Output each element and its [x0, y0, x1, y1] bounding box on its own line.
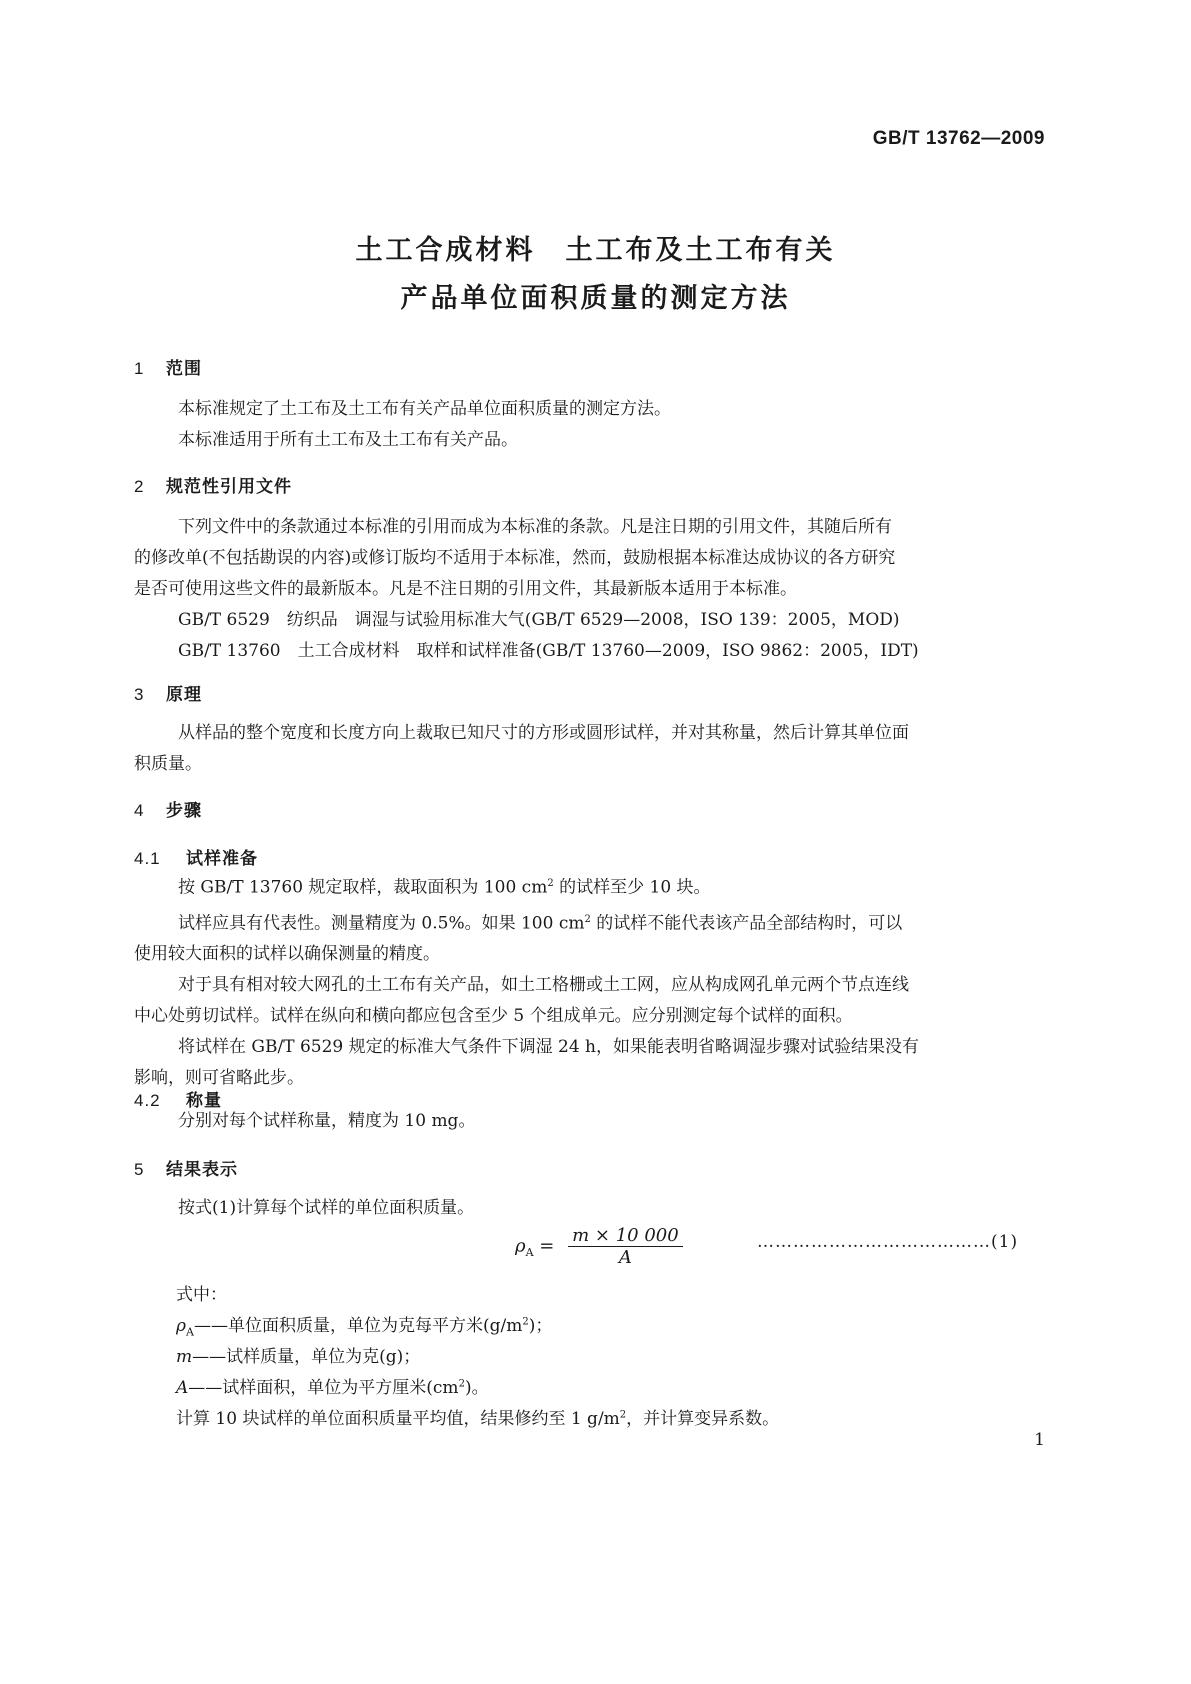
- definition-m: m——试样质量，单位为克(g)；: [176, 1347, 421, 1367]
- reference-gb-t-6529: GB/T 6529 纺织品 调湿与试验用标准大气(GB/T 6529—2008，ISO 139：2005，MOD): [178, 610, 900, 630]
- section-title: 结果表示: [166, 1160, 238, 1180]
- definition-a: A——试样面积，单位为平方厘米$(cm^2)$。: [176, 1378, 489, 1398]
- text-line: 对于具有相对较大网孔的土工布有关产品，如土工格栅或土工网，应从构成网孔单元两个节点连线: [178, 975, 909, 996]
- document-title: [0, 227, 1191, 323]
- section-number: 5: [134, 1160, 145, 1179]
- section-title: 规范性引用文件: [166, 477, 292, 497]
- paragraph: 分别对每个试样称量，精度为 10 mg。: [178, 1111, 476, 1131]
- section-title: 范围: [166, 359, 202, 379]
- denominator: A: [618, 1247, 632, 1268]
- section-5-heading: [134, 1155, 238, 1180]
- paragraph: 本标准规定了土工布及土工布有关产品单位面积质量的测定方法。: [178, 399, 671, 419]
- formula-number: …………………………………(1): [757, 1232, 1019, 1252]
- fraction: [568, 1225, 683, 1268]
- section-number: 2: [134, 477, 145, 496]
- section-number: 4.2: [134, 1091, 161, 1110]
- section-4-2-body: [134, 1106, 1052, 1137]
- final-paragraph: 计算 10 块试样的单位面积质量平均值，结果修约至 1 $g/m^2$，并计算变异系数。: [176, 1409, 780, 1429]
- section-3-body: [134, 718, 1052, 780]
- paragraph: 按式(1)计算每个试样的单位面积质量。: [178, 1198, 475, 1218]
- section-1-body: [134, 394, 1052, 456]
- formula-intro: [134, 1193, 1052, 1224]
- text-line: 是否可使用这些文件的最新版本。凡是不注日期的引用文件，其最新版本适用于本标准。: [134, 579, 797, 599]
- section-title: 称量: [186, 1091, 222, 1111]
- page-number: 1: [1034, 1430, 1045, 1450]
- text-line: 按 GB/T 13760 规定取样，裁取面积为 100 $cm^2$ 的试样至少 10 块。: [178, 877, 711, 898]
- section-4-1-heading: [134, 844, 258, 869]
- numerator: m × 10 000: [568, 1225, 683, 1247]
- title-line-2: 产品单位面积质量的测定方法: [400, 283, 791, 314]
- section-title: 试样准备: [186, 849, 258, 869]
- section-title: 原理: [166, 685, 202, 705]
- section-number: 3: [134, 685, 145, 704]
- section-1-heading: [134, 354, 202, 379]
- text-line: 试样应具有代表性。测量精度为 0.5%。如果 100 $cm^2$ 的试样不能代表该产品全部结构时，可以: [178, 913, 903, 934]
- section-title: 步骤: [166, 801, 202, 821]
- paragraph: 本标准适用于所有土工布及土工布有关产品。: [178, 430, 518, 450]
- text-line: 积质量。: [134, 754, 202, 774]
- equals-sign: =: [539, 1235, 555, 1257]
- section-number: 4.1: [134, 849, 161, 868]
- where-label: 式中：: [176, 1285, 227, 1305]
- formula-1: $\rho_A$ = $\frac{m \times 10 000}{A}$: [515, 1225, 683, 1268]
- text-line: 从样品的整个宽度和长度方向上裁取已知尺寸的方形或圆形试样，并对其称量，然后计算其单位面: [178, 723, 909, 743]
- text-line: 中心处剪切试样。试样在纵向和横向都应包含至少 5 个组成单元。应分别测定每个试样的面积。: [134, 1006, 853, 1027]
- section-number: 4: [134, 801, 145, 820]
- text-line: 影响，则可省略此步。: [134, 1068, 304, 1089]
- definition-rho: $\rho_A——$单位面积质量，单位为克每平方米$(g/m^2)$；: [176, 1316, 553, 1339]
- text-line: 将试样在 GB/T 6529 规定的标准大气条件下调湿 24 h，如果能表明省略调湿步骤对试验结果没有: [178, 1037, 920, 1058]
- section-3-heading: [134, 680, 202, 705]
- rho-symbol: ρ: [515, 1235, 526, 1257]
- section-4-1-body: [134, 868, 1052, 1094]
- section-2-body: [134, 512, 1052, 605]
- text-line: 使用较大面积的试样以确保测量的精度。: [134, 944, 440, 965]
- section-2-heading: [134, 472, 292, 497]
- section-4-heading: [134, 796, 202, 821]
- standard-code: GB/T 13762—2009: [872, 128, 1045, 149]
- section-number: 1: [134, 359, 145, 378]
- text-line: 的修改单(不包括勘误的内容)或修订版均不适用于本标准，然而，鼓励根据本标准达成协议的各方研究: [134, 548, 896, 568]
- reference-gb-t-13760: GB/T 13760 土工合成材料 取样和试样准备(GB/T 13760—2009，ISO 9862：2005，IDT): [178, 641, 919, 661]
- title-line-1: 土工合成材料 土工布及土工布有关: [355, 235, 836, 266]
- text-line: 下列文件中的条款通过本标准的引用而成为本标准的条款。凡是注日期的引用文件，其随后所有: [178, 517, 892, 537]
